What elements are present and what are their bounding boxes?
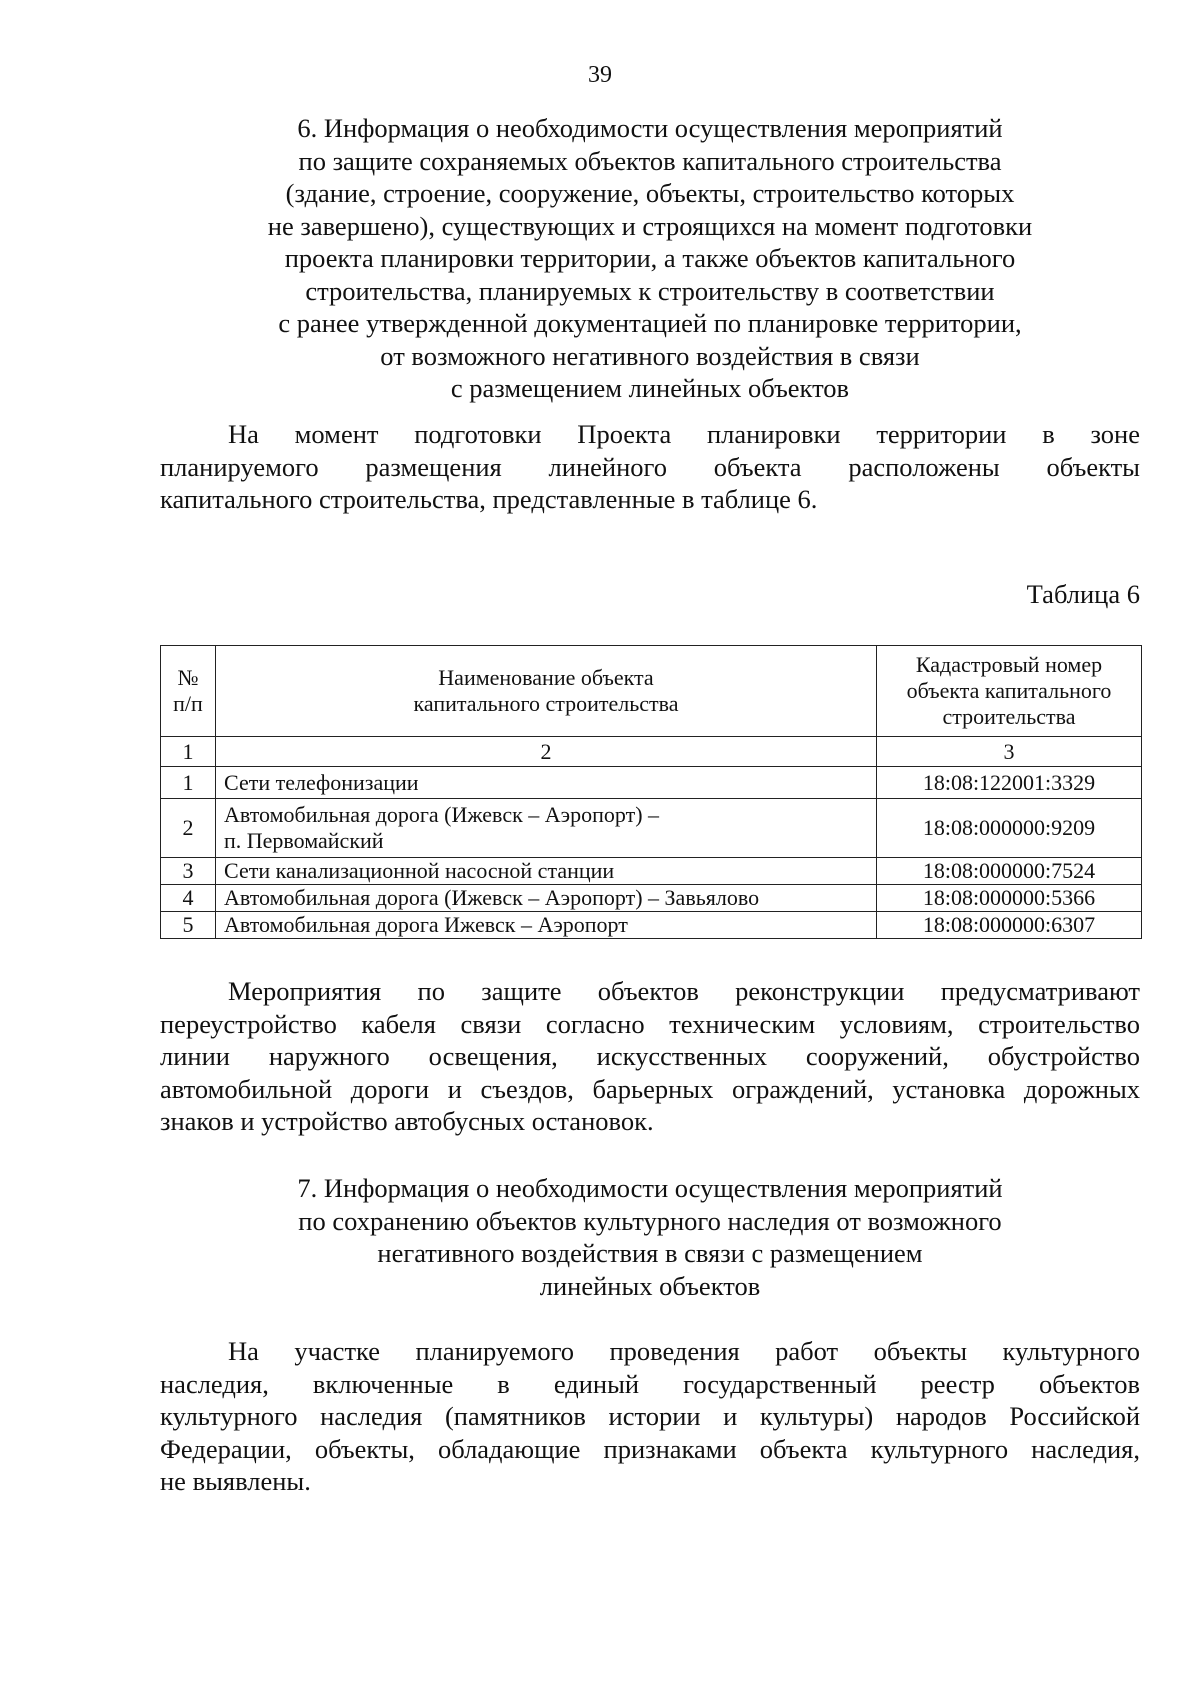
table-header-row: [161, 646, 1142, 737]
paragraph-line: наследия, включенные в единый государственный реестр объектов: [160, 1368, 1140, 1399]
paragraph-line: Федерации, объекты, обладающие признаками объекта культурного наследия,: [160, 1433, 1140, 1464]
row-name-line: Автомобильная дорога (Ижевск – Аэропорт) –: [224, 802, 660, 827]
column-index: 3: [877, 737, 1142, 767]
paragraph-line: На момент подготовки Проекта планировки территории в зоне: [228, 419, 1140, 449]
heritage-paragraph: [160, 1335, 1140, 1498]
paragraph-line: На участке планируемого проведения работ объекты культурного: [228, 1336, 1140, 1366]
paragraph-line: капитального строительства, представленные в таблице 6.: [160, 484, 818, 514]
section-6-heading: [160, 112, 1140, 405]
table-caption: Таблица 6: [1026, 579, 1140, 609]
row-name-line: п. Первомайский: [224, 828, 384, 853]
table-row: [161, 858, 1142, 885]
measures-paragraph: [160, 975, 1140, 1138]
heading-line: по сохранению объектов культурного наследия от возможного: [298, 1205, 1002, 1236]
table-row: [161, 912, 1142, 939]
column-index-row: [161, 737, 1142, 767]
heading-line: (здание, строение, сооружение, объекты, строительство которых: [285, 178, 1015, 208]
paragraph-line: культурного наследия (памятников истории и культуры) народов Российской: [160, 1401, 1140, 1431]
heading-line: по защите сохраняемых объектов капитального строительства: [298, 145, 1002, 176]
heading-line: не завершено), существующих и строящихся на момент подготовки: [267, 210, 1033, 241]
objects-table: [160, 645, 1142, 939]
header-cadastral-line: строительства: [942, 704, 1076, 729]
table-row: [161, 799, 1142, 858]
section-7-heading: [160, 1172, 1140, 1302]
heading-line: проекта планировки территории, а также объектов капитального: [284, 243, 1016, 273]
row-cadastral: 18:08:000000:6307: [877, 912, 1142, 939]
header-name: [216, 646, 877, 737]
paragraph-line: автомобильной дороги и съездов, барьерных ограждений, установка дорожных: [160, 1073, 1140, 1104]
row-num: 5: [161, 912, 216, 939]
header-cadastral: [877, 646, 1142, 737]
paragraph-line: планируемого размещения линейного объекта расположены объекты: [160, 451, 1140, 482]
row-name: [216, 799, 877, 858]
paragraph-line: знаков и устройство автобусных остановок.: [160, 1106, 654, 1136]
paragraph-line: Мероприятия по защите объектов реконструкции предусматривают: [228, 976, 1140, 1006]
row-num: 1: [161, 767, 216, 799]
row-cadastral: 18:08:000000:9209: [877, 799, 1142, 858]
heading-line: с размещением линейных объектов: [450, 373, 850, 403]
row-name: Автомобильная дорога (Ижевск – Аэропорт) – Завьялово: [216, 885, 877, 912]
intro-paragraph: [160, 418, 1140, 516]
header-num: [161, 646, 216, 737]
header-cadastral-line: Кадастровый номер: [915, 652, 1103, 677]
row-num: 4: [161, 885, 216, 912]
paragraph-line: не выявлены.: [160, 1466, 311, 1496]
row-num: 3: [161, 858, 216, 885]
column-index: 1: [161, 737, 216, 767]
page-number: 39: [588, 62, 612, 88]
paragraph-line: линии наружного освещения, искусственных сооружений, обустройство: [160, 1041, 1140, 1071]
header-cadastral-line: объекта капитального: [906, 678, 1112, 703]
header-num-line: п/п: [173, 691, 203, 716]
row-cadastral: 18:08:000000:7524: [877, 858, 1142, 885]
paragraph-line: переустройство кабеля связи согласно техническим условиям, строительство: [160, 1008, 1140, 1039]
row-cadastral: 18:08:000000:5366: [877, 885, 1142, 912]
header-name-line: капитального строительства: [413, 691, 679, 716]
header-name-line: Наименование объекта: [438, 665, 654, 690]
row-num: 2: [161, 799, 216, 858]
row-name: Автомобильная дорога Ижевск – Аэропорт: [216, 912, 877, 939]
heading-line: 7. Информация о необходимости осуществления мероприятий: [297, 1173, 1003, 1203]
row-name: Сети телефонизации: [216, 767, 877, 799]
heading-line: с ранее утвержденной документацией по планировке территории,: [278, 308, 1022, 338]
row-cadastral: 18:08:122001:3329: [877, 767, 1142, 799]
heading-line: линейных объектов: [539, 1270, 761, 1301]
table-row: [161, 885, 1142, 912]
table-row: [161, 767, 1142, 799]
column-index: 2: [216, 737, 877, 767]
heading-line: от возможного негативного воздействия в связи: [380, 340, 920, 371]
heading-line: негативного воздействия в связи с размещением: [377, 1238, 923, 1268]
row-name: Сети канализационной насосной станции: [216, 858, 877, 885]
heading-line: 6. Информация о необходимости осуществления мероприятий: [297, 113, 1003, 143]
heading-line: строительства, планируемых к строительству в соответствии: [305, 275, 995, 306]
header-num-line: №: [177, 665, 199, 690]
